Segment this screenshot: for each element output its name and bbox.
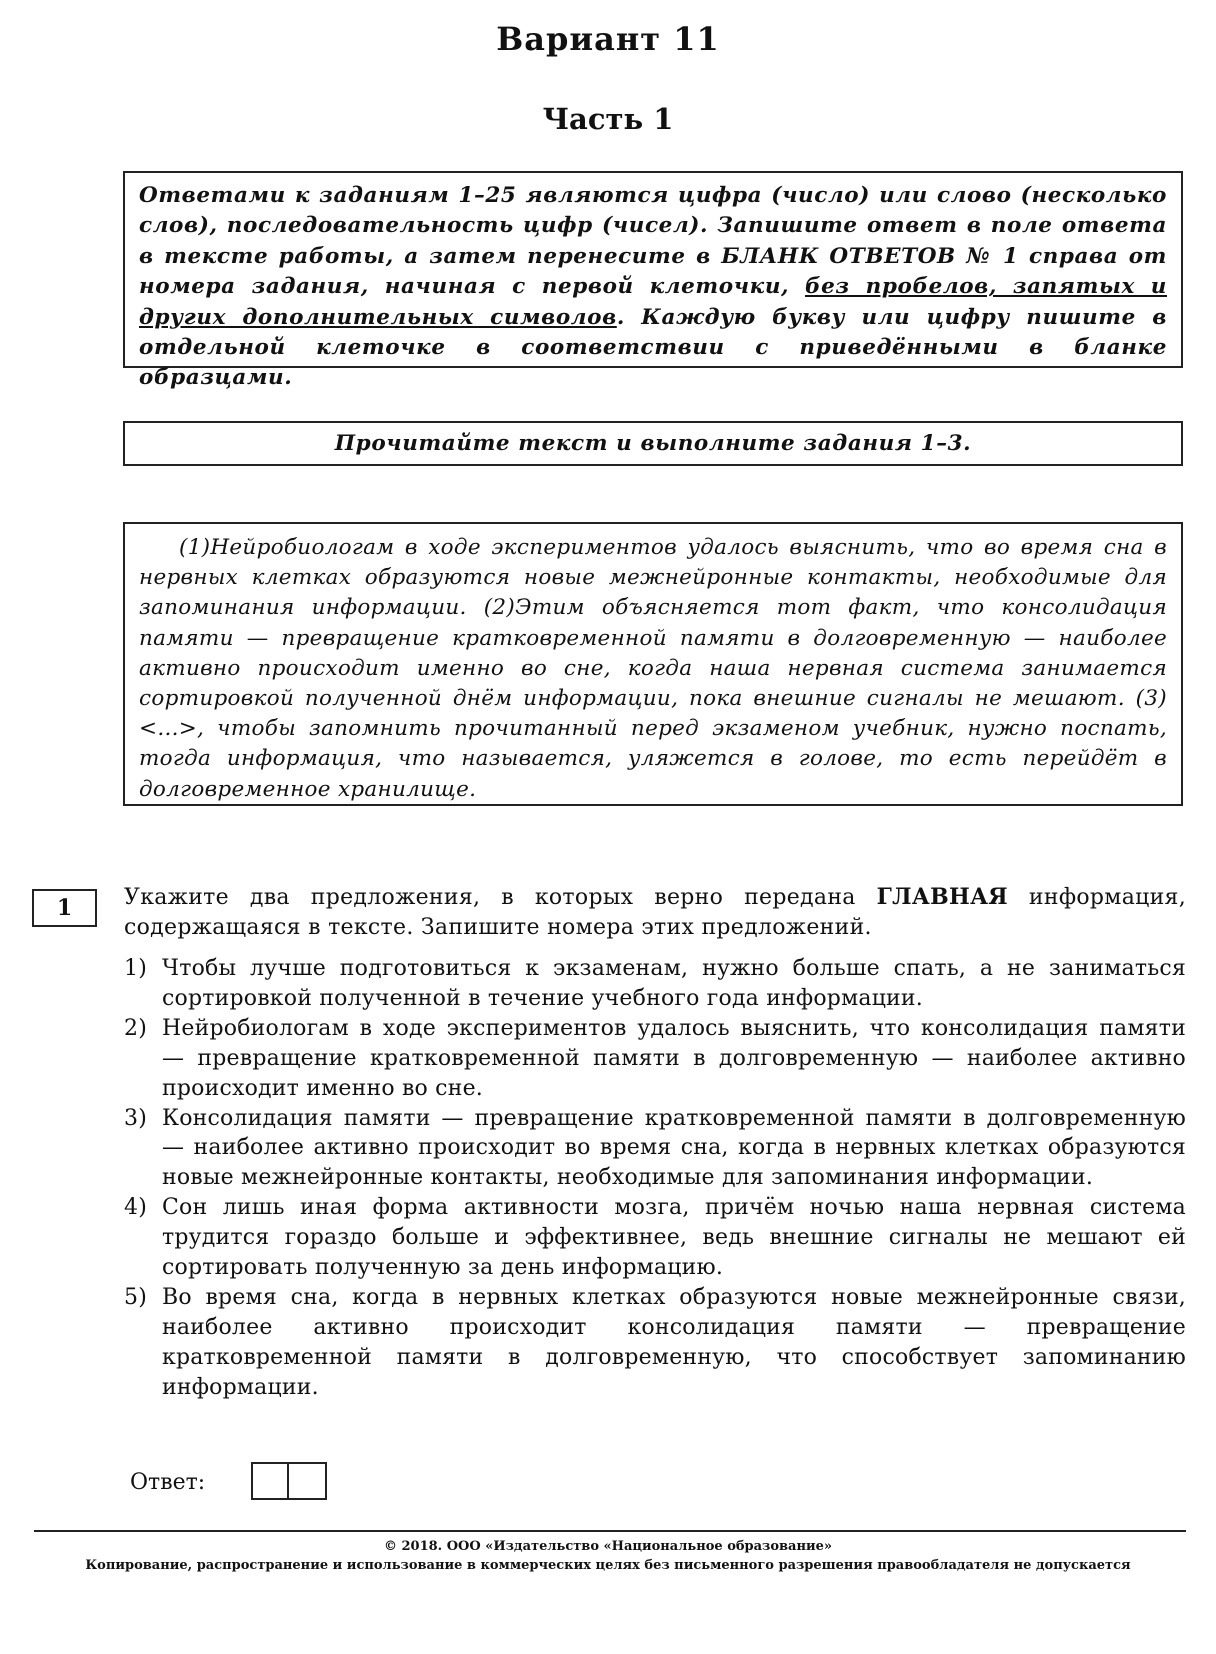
task-question xyxy=(124,882,1186,943)
option-text: Нейробиологам в ходе экспериментов удалось выяснить, что консолидация памяти — превращение кратковременной памяти в долговременную — наиболее активно происходит именно во сне. xyxy=(162,1015,1186,1101)
option-number: 3) xyxy=(124,1105,147,1131)
footer-notice: Копирование, распространение и использование в коммерческих целях без письменного разрешения правообладателя не допускается xyxy=(85,1558,1131,1573)
task-number: 1 xyxy=(32,889,97,927)
passage-box xyxy=(123,522,1183,806)
variant-title: Вариант 11 xyxy=(496,20,720,58)
option-number: 4) xyxy=(124,1195,147,1221)
task-question-end: информация, содержащаяся в тексте. Запишите номера этих предложений. xyxy=(124,885,1186,940)
option-item xyxy=(124,1014,1186,1104)
read-task-label: Прочитайте текст и выполните задания 1–3. xyxy=(334,431,972,456)
option-item xyxy=(124,954,1186,1014)
answer-cell[interactable] xyxy=(289,1462,327,1500)
footer-divider xyxy=(34,1530,1186,1532)
instructions-text-end: . Каждую букву или цифру пишите в отдельной клеточке в соответствии с приведёнными в бланке образцами. xyxy=(139,304,1168,391)
read-task-box xyxy=(123,421,1183,466)
option-text: Консолидация памяти — превращение кратковременной памяти в долговременную — наиболее активно происходит во время сна, когда в нервных клетках образуются новые межнейронные контакты, необходимые для запоминания информации. xyxy=(162,1105,1186,1191)
passage-text: (1)Нейробиологам в ходе экспериментов удалось выяснить, что во время сна в нервных клетках образуются новые межнейронные контакты, необходимые для запоминания информации. (2)Этим объясняется тот факт, что консолидация памяти — превращение кратковременной памяти в долговременную — наиболее активно происходит именно во сне, когда наша нервная система занимается сортировкой полученной днём информации, пока внешние сигналы не мешают. (3)<...>, чтобы запомнить прочитанный перед экзаменом учебник, нужно поспать, тогда информация, что называется, уляжется в голове, то есть перейдёт в долговременное хранилище. xyxy=(139,535,1167,802)
option-text: Сон лишь иная форма активности мозга, причём ночью наша нервная система трудится гораздо больше и эффективнее, ведь внешние сигналы не мешают ей сортировать полученную за день информацию. xyxy=(162,1195,1186,1281)
option-number: 2) xyxy=(124,1015,147,1041)
option-text: Чтобы лучше подготовиться к экзаменам, нужно больше спать, а не заниматься сортировкой полученной в течение учебного года информации. xyxy=(162,956,1186,1011)
instructions-text xyxy=(139,181,1167,394)
part-title: Часть 1 xyxy=(542,102,674,136)
footer-copyright: © 2018. ООО «Издательство «Национальное образование» xyxy=(383,1539,833,1554)
instructions-underlined: без пробелов, запятых и других дополнительных символов xyxy=(139,274,1167,330)
task-question-start: Укажите два предложения, в которых верно передана xyxy=(124,885,877,910)
answer-cells[interactable] xyxy=(251,1462,327,1500)
answer-cell[interactable] xyxy=(251,1462,289,1500)
task-question-emphasis: ГЛАВНАЯ xyxy=(876,884,1008,910)
option-number: 1) xyxy=(124,956,147,981)
option-text: Во время сна, когда в нервных клетках образуются новые межнейронные связи, наиболее активно происходит консолидация памяти — превращение кратковременной памяти в долговременную, что способствует запоминанию информации. xyxy=(162,1284,1186,1400)
option-item xyxy=(124,1283,1186,1403)
instructions-box xyxy=(123,171,1183,391)
answer-label: Ответ: xyxy=(130,1470,206,1495)
option-item xyxy=(124,1104,1186,1194)
answer-options xyxy=(124,954,1186,1403)
option-number: 5) xyxy=(124,1284,147,1310)
instructions-text-start: Ответами к заданиям 1–25 являются цифра (число) или слово (несколько слов), последовательность цифр (чисел). Запишите ответ в поле ответа в тексте работы, а затем перенесите в БЛАНК ОТВЕТОВ № 1 справа от номера задания, начиная с первой клеточки, xyxy=(139,183,1167,300)
option-item xyxy=(124,1193,1186,1283)
